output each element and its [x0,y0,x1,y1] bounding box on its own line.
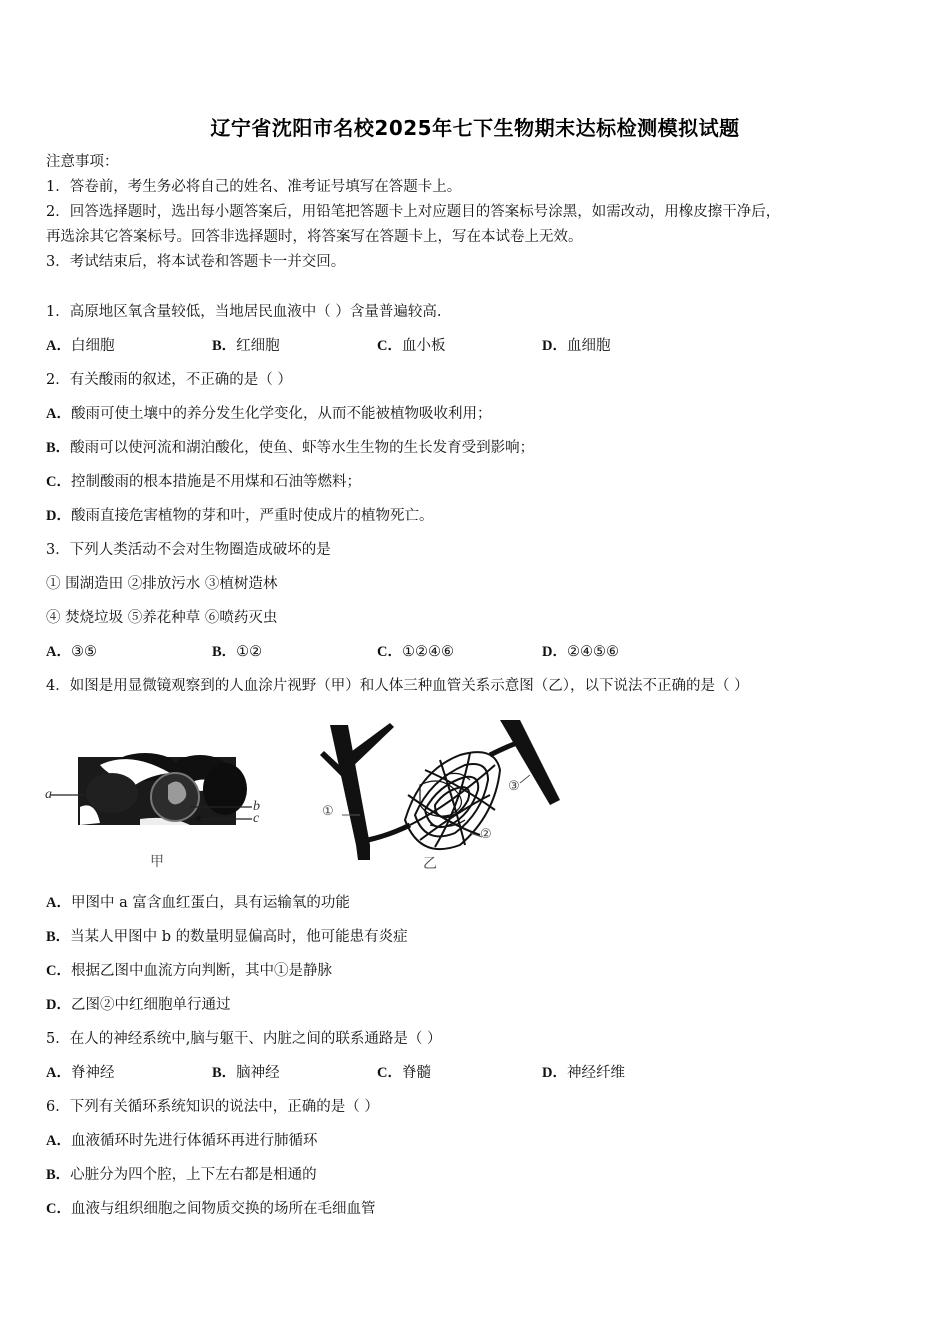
question-4-option-b: B．当某人甲图中 b 的数量明显偏高时，他可能患有炎症 [46,929,408,945]
notice-item-2-cont: 再选涂其它答案标号。回答非选择题时，将答案写在答题卡上，写在本试卷上无效。 [46,229,583,245]
question-4-option-c: C．根据乙图中血流方向判断，其中①是静脉 [46,963,332,979]
question-1-stem: 1．高原地区氧含量较低，当地居民血液中（ ）含量普遍较高. [46,304,442,320]
option-d: D．②④⑤⑥ [542,644,619,660]
question-3-items-1: ① 围湖造田 ②排放污水 ③植树造林 [46,576,278,592]
page-title: 辽宁省沈阳市名校2025年七下生物期末达标检测模拟试题 [210,116,740,140]
blood-vessels-image [310,715,560,865]
option-c: C．脊髓 [377,1065,431,1081]
question-2-option-a: A．酸雨可使土壤中的养分发生化学变化，从而不能被植物吸收利用； [46,406,492,422]
notice-item-2: 2．回答选择题时，选出每小题答案后，用铅笔把答题卡上对应题目的答案标号涂黑，如需改动，用橡皮擦干净后， [46,204,781,220]
option-b: B．①② [212,644,263,660]
question-2-option-c: C．控制酸雨的根本措施是不用煤和石油等燃料； [46,474,361,490]
question-2-stem: 2．有关酸雨的叙述，不正确的是（ ） [46,372,292,388]
figure-caption-yi: 乙 [423,856,437,872]
option-d: D．神经纤维 [542,1065,625,1081]
label-a: a [45,787,52,802]
question-5-stem: 5．在人的神经系统中,脑与躯干、内脏之间的联系通路是（ ） [46,1031,442,1047]
question-6-option-c: C．血液与组织细胞之间物质交换的场所在毛细血管 [46,1201,376,1217]
question-2-option-b: B．酸雨可以使河流和湖泊酸化，使鱼、虾等水生生物的生长发育受到影响； [46,440,535,456]
label-b: b [253,799,260,814]
figure-blood-vessels [310,715,560,875]
option-c: C．血小板 [377,338,446,354]
blood-smear-image [40,745,280,835]
label-1: ① [322,804,334,819]
question-6-option-b: B．心脏分为四个腔，上下左右都是相通的 [46,1167,317,1183]
option-b: B．脑神经 [212,1065,280,1081]
question-3-items-2: ④ 焚烧垃圾 ⑤养花种草 ⑥喷药灭虫 [46,610,278,626]
question-3-stem: 3．下列人类活动不会对生物圈造成破坏的是 [46,542,331,558]
figure-blood-smear [40,745,280,875]
label-c: c [253,811,260,826]
option-a: A．白细胞 [46,338,115,354]
question-2-option-d: D．酸雨直接危害植物的芽和叶，严重时使成片的植物死亡。 [46,508,434,524]
option-b: B．红细胞 [212,338,280,354]
notice-item-1: 1．答卷前，考生务必将自己的姓名、准考证号填写在答题卡上。 [46,179,462,195]
option-c: C．①②④⑥ [377,644,454,660]
option-a: A．③⑤ [46,644,97,660]
label-3: ③ [508,779,520,794]
question-6-option-a: A．血液循环时先进行体循环再进行肺循环 [46,1133,318,1149]
option-a: A．脊神经 [46,1065,115,1081]
option-d: D．血细胞 [542,338,611,354]
label-2: ② [480,827,492,842]
question-4-option-a: A．甲图中 a 富含血红蛋白，具有运输氧的功能 [46,895,350,911]
question-4-stem: 4．如图是用显微镜观察到的人血涂片视野（甲）和人体三种血管关系示意图（乙），以下说法不正确的是（ ） [46,678,749,694]
figure-caption-jia: 甲 [150,854,164,870]
notice-item-3: 3．考试结束后，将本试卷和答题卡一并交回。 [46,254,346,270]
notice-heading: 注意事项： [46,154,119,170]
question-4-option-d: D．乙图②中红细胞单行通过 [46,997,231,1013]
question-6-stem: 6．下列有关循环系统知识的说法中，正确的是（ ） [46,1099,379,1115]
